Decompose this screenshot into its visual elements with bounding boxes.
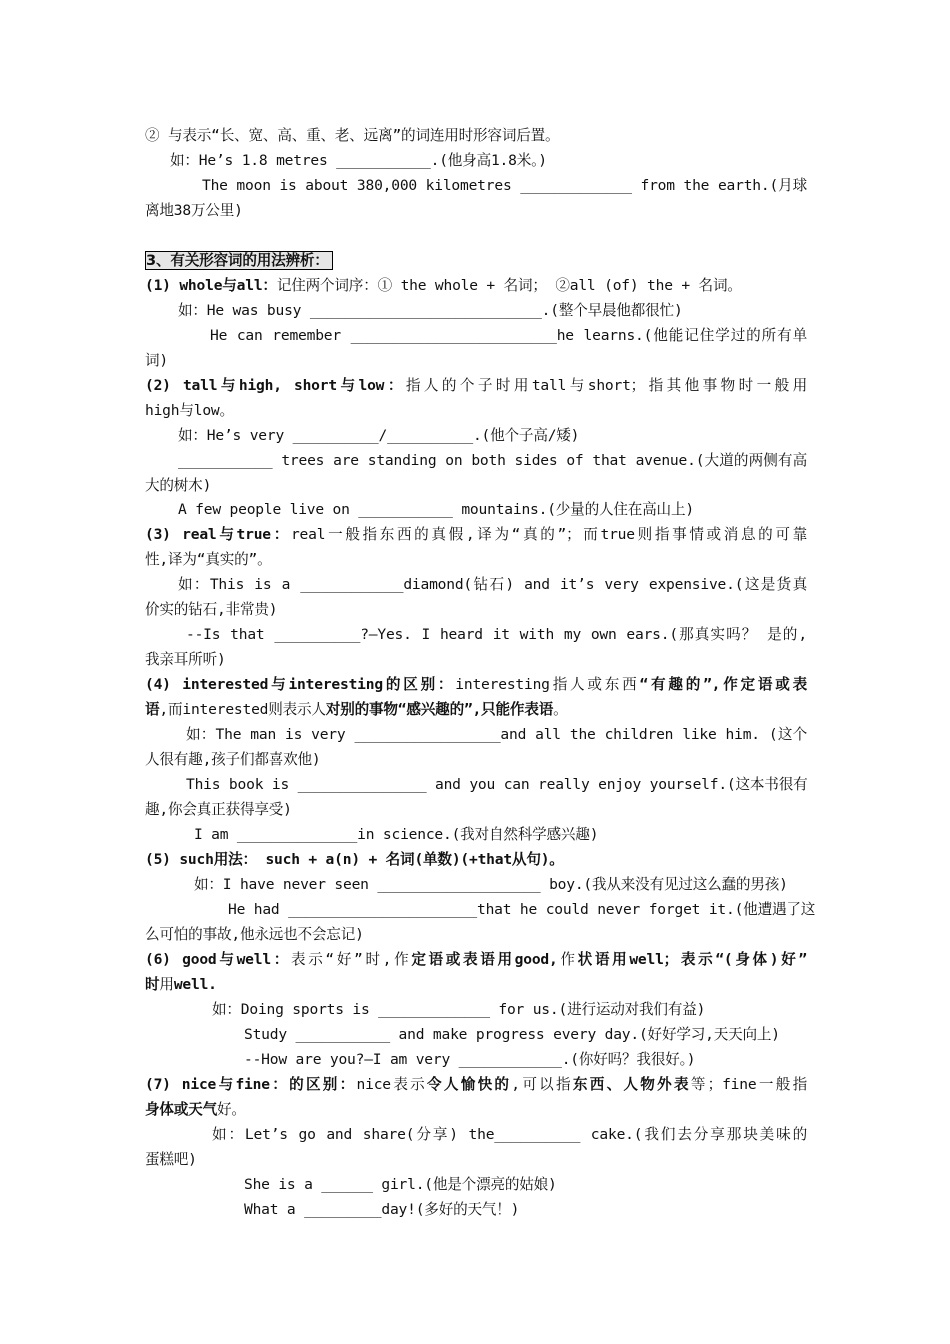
- usage-1-rule: [145, 276, 807, 296]
- example-line: ___________ trees are standing on both sides of that avenue.(大道的两侧有高: [178, 452, 807, 469]
- example-line: 如：Let’s go and share(分享) the__________ cake.(我们去分享那块美味的: [212, 1126, 807, 1143]
- example-line: Study ___________ and make progress every day.(好好学习,天天向上): [244, 1026, 780, 1043]
- example-line: She is a ______ girl.(他是个漂亮的姑娘): [244, 1176, 557, 1193]
- usage-3-desc-cont: 性,译为“真实的”。: [145, 551, 272, 568]
- example-line-cont: 离地38万公里): [145, 202, 243, 219]
- usage-7-rule-cont: [145, 1100, 807, 1120]
- example-line: --Is that __________?—Yes. I heard it with my own ears.(那真实吗？ 是的,: [186, 626, 807, 643]
- usage-4-desc: interesting指人或东西: [455, 676, 640, 693]
- usage-2-desc-cont: high与low。: [145, 402, 234, 419]
- example-line: 如：The man is very _________________and all the children like him. (这个: [186, 726, 807, 743]
- example-line: 如：He’s very __________/__________.(他个子高/矮): [178, 427, 580, 444]
- usage-7-desc-bold: 身体或天气: [145, 1101, 217, 1118]
- example-line: What a _________day!(多好的天气！): [244, 1201, 520, 1218]
- example-line: --How are you?—I am very ____________.(你好吗？我很好。): [244, 1051, 696, 1068]
- usage-7-desc: 好。: [216, 1101, 246, 1118]
- example-line-cont: 词): [145, 352, 168, 369]
- usage-2-rule: [145, 376, 807, 396]
- example-line: 如：This is a ____________diamond(钻石) and it’s very expensive.(这是货真: [178, 576, 807, 593]
- example-line-cont: 蛋糕吧): [145, 1151, 197, 1168]
- usage-4-desc-bold: 语: [145, 701, 160, 718]
- usage-7-desc: ,可以指: [511, 1076, 573, 1093]
- example-line-cont: 价实的钻石,非常贵): [145, 601, 278, 618]
- example-line-cont: 趣,你会真正获得享受): [145, 801, 292, 818]
- section-heading: [145, 251, 807, 271]
- usage-6-rule-cont: [145, 975, 807, 995]
- example-line-cont: 人很有趣,孩子们都喜欢他): [145, 751, 321, 768]
- usage-2-title: (2) tall与high, short与low：: [145, 377, 406, 394]
- usage-6-desc-bold: 时: [145, 976, 160, 993]
- usage-1-title: (1) whole与all：: [145, 277, 277, 294]
- usage-7-desc-bold: 令人愉快的: [427, 1076, 512, 1093]
- usage-6-desc: 表示“好”时,作: [290, 951, 412, 968]
- usage-7-desc: 等；fine一般指: [690, 1076, 807, 1093]
- usage-6-title: (6) good与well：: [145, 951, 291, 968]
- usage-7-title: (7) nice与fine：的区别：: [145, 1076, 357, 1093]
- usage-6-desc: 用: [159, 976, 174, 993]
- example-line: The moon is about 380,000 kilometres _____________ from the earth.(月球: [202, 177, 807, 194]
- example-line: This book is _______________ and you can really enjoy yourself.(这本书很有: [186, 776, 808, 793]
- section-heading-text: 3、有关形容词的用法辨析：: [145, 251, 333, 270]
- usage-3-title: (3) real与true：: [145, 526, 291, 543]
- example-line: 如：Doing sports is _____________ for us.(进行运动对我们有益): [212, 1001, 706, 1018]
- usage-7-desc: nice表示: [356, 1076, 428, 1093]
- usage-4-rule: [145, 675, 807, 695]
- example-line: 如：He’s 1.8 metres ___________.(他身高1.8米。): [170, 152, 547, 169]
- example-line: 如：I have never seen ___________________ boy.(我从来没有见过这么蠢的男孩): [194, 876, 788, 893]
- usage-3-rule: [145, 525, 807, 545]
- usage-1-desc: 记住两个词序：① the whole + 名词； ②all (of) the + 名词。: [276, 277, 742, 294]
- example-line-cont: 大的树木): [145, 477, 212, 494]
- example-line: A few people live on ___________ mountains.(少量的人住在高山上): [178, 501, 694, 518]
- usage-7-rule: [145, 1075, 807, 1095]
- usage-4-title: (4) interested与interesting的区别：: [145, 676, 456, 693]
- example-line: 如：He was busy ___________________________.(整个早晨他都很忙): [178, 302, 683, 319]
- usage-4-desc: 。: [553, 701, 568, 718]
- example-line: He had ______________________that he could never forget it.(他遭遇了这: [228, 901, 816, 918]
- example-line: I am ______________in science.(我对自然科学感兴趣): [194, 826, 599, 843]
- usage-6-desc-bold: 状语用well；表示“(身体)好”: [577, 951, 807, 968]
- example-line-cont: 么可怕的事故,他永远也不会忘记): [145, 926, 364, 943]
- usage-3-desc: real一般指东西的真假,译为“真的”；而true则指事情或消息的可靠: [290, 526, 807, 543]
- usage-6-desc: 作: [557, 951, 578, 968]
- example-line: He can remember ________________________he learns.(他能记住学过的所有单: [210, 327, 807, 344]
- rule-2-text: ② 与表示“长、宽、高、重、老、远离”的词连用时形容词后置。: [145, 127, 560, 144]
- usage-4-desc: ,而interested则表示人: [159, 701, 326, 718]
- usage-7-desc-bold: 东西、人物外表: [572, 1076, 691, 1093]
- usage-5-title: (5) such用法： such + a(n) + 名词(单数)(+that从句)。: [145, 851, 564, 868]
- example-line-cont: 我亲耳所听): [145, 651, 226, 668]
- usage-4-rule-cont: [145, 700, 807, 720]
- usage-4-desc-bold: 对别的事物“感兴趣的”,只能作表语: [325, 701, 554, 718]
- usage-6-rule: [145, 950, 807, 970]
- usage-6-desc-bold: well.: [173, 976, 217, 993]
- usage-6-desc-bold: 定语或表语用good,: [411, 951, 558, 968]
- usage-2-desc: 指人的个子时用tall与short；指其他事物时一般用: [405, 377, 808, 394]
- usage-4-desc-bold: “有趣的”,作定语或表: [639, 676, 807, 693]
